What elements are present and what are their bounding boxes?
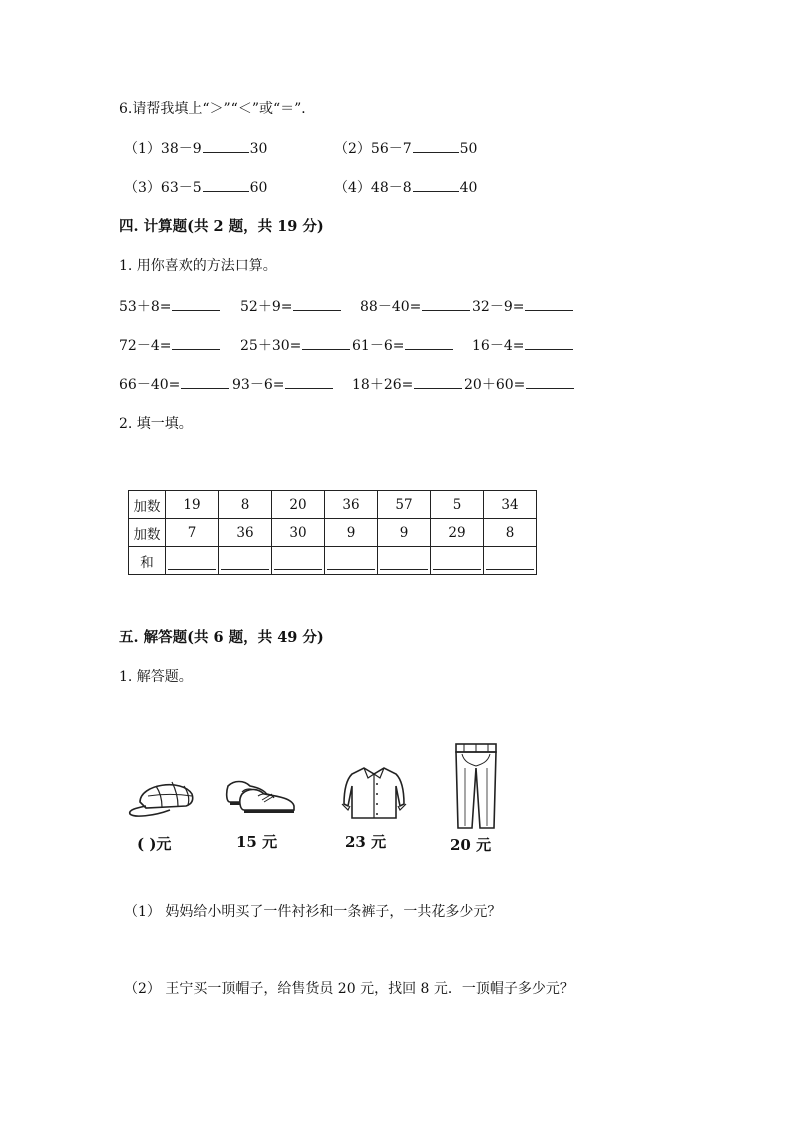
compare-expression: （3）63－5 xyxy=(124,180,202,196)
table-cell: 5 xyxy=(431,491,484,519)
compare-right: 30 xyxy=(249,141,268,157)
calc-item xyxy=(240,335,350,355)
calc-item xyxy=(472,296,573,316)
table-row xyxy=(129,491,537,519)
shoes-icon xyxy=(224,778,298,814)
table-cell: 29 xyxy=(431,519,484,547)
calc-expression: 32－9= xyxy=(472,299,525,315)
pants-icon xyxy=(452,742,500,830)
compare-item-4 xyxy=(334,177,477,197)
answer-blank[interactable] xyxy=(203,190,249,192)
calc-item xyxy=(352,374,462,394)
calc-expression: 61－6= xyxy=(352,338,405,354)
shoes-price: 15 元 xyxy=(236,833,278,851)
table-cell: 57 xyxy=(378,491,431,519)
calc-expression: 66－40= xyxy=(119,377,181,393)
table-cell: 19 xyxy=(166,491,219,519)
calc-expression: 20＋60= xyxy=(464,377,526,393)
compare-item-2 xyxy=(334,138,477,158)
table-row xyxy=(129,519,537,547)
calc-item xyxy=(119,296,220,316)
table-cell: 9 xyxy=(325,519,378,547)
compare-right: 40 xyxy=(459,180,478,196)
section4-heading: 四. 计算题(共 2 题，共 19 分) xyxy=(119,218,324,235)
answer-blank[interactable] xyxy=(525,309,573,311)
table-cell: 8 xyxy=(219,491,272,519)
section5-q1-title: 1. 解答题。 xyxy=(119,669,193,685)
sum-blank-cell[interactable] xyxy=(166,547,219,575)
row-label: 和 xyxy=(129,547,166,575)
sum-blank-cell[interactable] xyxy=(378,547,431,575)
answer-blank[interactable] xyxy=(181,387,229,389)
compare-expression: （2）56－7 xyxy=(334,141,412,157)
table-cell: 36 xyxy=(325,491,378,519)
row-label: 加数 xyxy=(129,491,166,519)
compare-item-3 xyxy=(124,177,267,197)
calc-expression: 52＋9= xyxy=(240,299,293,315)
compare-item-1 xyxy=(124,138,267,158)
sum-blank-cell[interactable] xyxy=(325,547,378,575)
sub-question-1: （1） 妈妈给小明买了一件衬衫和一条裤子，一共花多少元？ xyxy=(124,904,502,920)
compare-right: 60 xyxy=(249,180,268,196)
calc-item xyxy=(240,296,341,316)
answer-blank[interactable] xyxy=(293,309,341,311)
answer-blank[interactable] xyxy=(285,387,333,389)
sum-blank-cell[interactable] xyxy=(219,547,272,575)
pants-price: 20 元 xyxy=(450,836,492,854)
addition-table xyxy=(128,490,537,575)
answer-blank[interactable] xyxy=(414,387,462,389)
shirt-icon xyxy=(338,764,410,820)
compare-expression: （1）38－9 xyxy=(124,141,202,157)
section4-q1-title: 1. 用你喜欢的方法口算。 xyxy=(119,258,277,274)
calc-expression: 18＋26= xyxy=(352,377,414,393)
row-label: 加数 xyxy=(129,519,166,547)
sum-blank-cell[interactable] xyxy=(484,547,537,575)
table-cell: 34 xyxy=(484,491,537,519)
table-cell: 8 xyxy=(484,519,537,547)
answer-blank[interactable] xyxy=(525,348,573,350)
table-row xyxy=(129,547,537,575)
calc-item xyxy=(360,296,470,316)
answer-blank[interactable] xyxy=(413,190,459,192)
table-cell: 30 xyxy=(272,519,325,547)
answer-blank[interactable] xyxy=(203,151,249,153)
sub-question-2: （2） 王宁买一顶帽子，给售货员 20 元，找回 8 元．一顶帽子多少元？ xyxy=(124,981,574,997)
calc-item xyxy=(119,374,229,394)
cap-price: ( )元 xyxy=(137,835,172,853)
sum-blank-cell[interactable] xyxy=(431,547,484,575)
answer-blank[interactable] xyxy=(526,387,574,389)
calc-item xyxy=(119,335,220,355)
compare-right: 50 xyxy=(459,141,478,157)
q6-title: 6.请帮我填上“＞”“＜”或“＝”． xyxy=(119,101,316,117)
calc-item xyxy=(352,335,453,355)
table-cell: 9 xyxy=(378,519,431,547)
answer-blank[interactable] xyxy=(172,348,220,350)
answer-blank[interactable] xyxy=(172,309,220,311)
answer-blank[interactable] xyxy=(302,348,350,350)
answer-blank[interactable] xyxy=(405,348,453,350)
answer-blank[interactable] xyxy=(422,309,470,311)
calc-item xyxy=(472,335,573,355)
section5-heading: 五. 解答题(共 6 题，共 49 分) xyxy=(119,629,324,646)
table-cell: 7 xyxy=(166,519,219,547)
answer-blank[interactable] xyxy=(413,151,459,153)
calc-expression: 53＋8= xyxy=(119,299,172,315)
shirt-price: 23 元 xyxy=(345,833,387,851)
calc-expression: 72－4= xyxy=(119,338,172,354)
compare-expression: （4）48－8 xyxy=(334,180,412,196)
table-cell: 20 xyxy=(272,491,325,519)
calc-item xyxy=(464,374,574,394)
table-cell: 36 xyxy=(219,519,272,547)
calc-expression: 25＋30= xyxy=(240,338,302,354)
section4-q2-title: 2. 填一填。 xyxy=(119,416,193,432)
calc-expression: 88－40= xyxy=(360,299,422,315)
calc-item xyxy=(232,374,333,394)
calc-expression: 93－6= xyxy=(232,377,285,393)
cap-icon xyxy=(126,776,198,820)
sum-blank-cell[interactable] xyxy=(272,547,325,575)
calc-expression: 16－4= xyxy=(472,338,525,354)
